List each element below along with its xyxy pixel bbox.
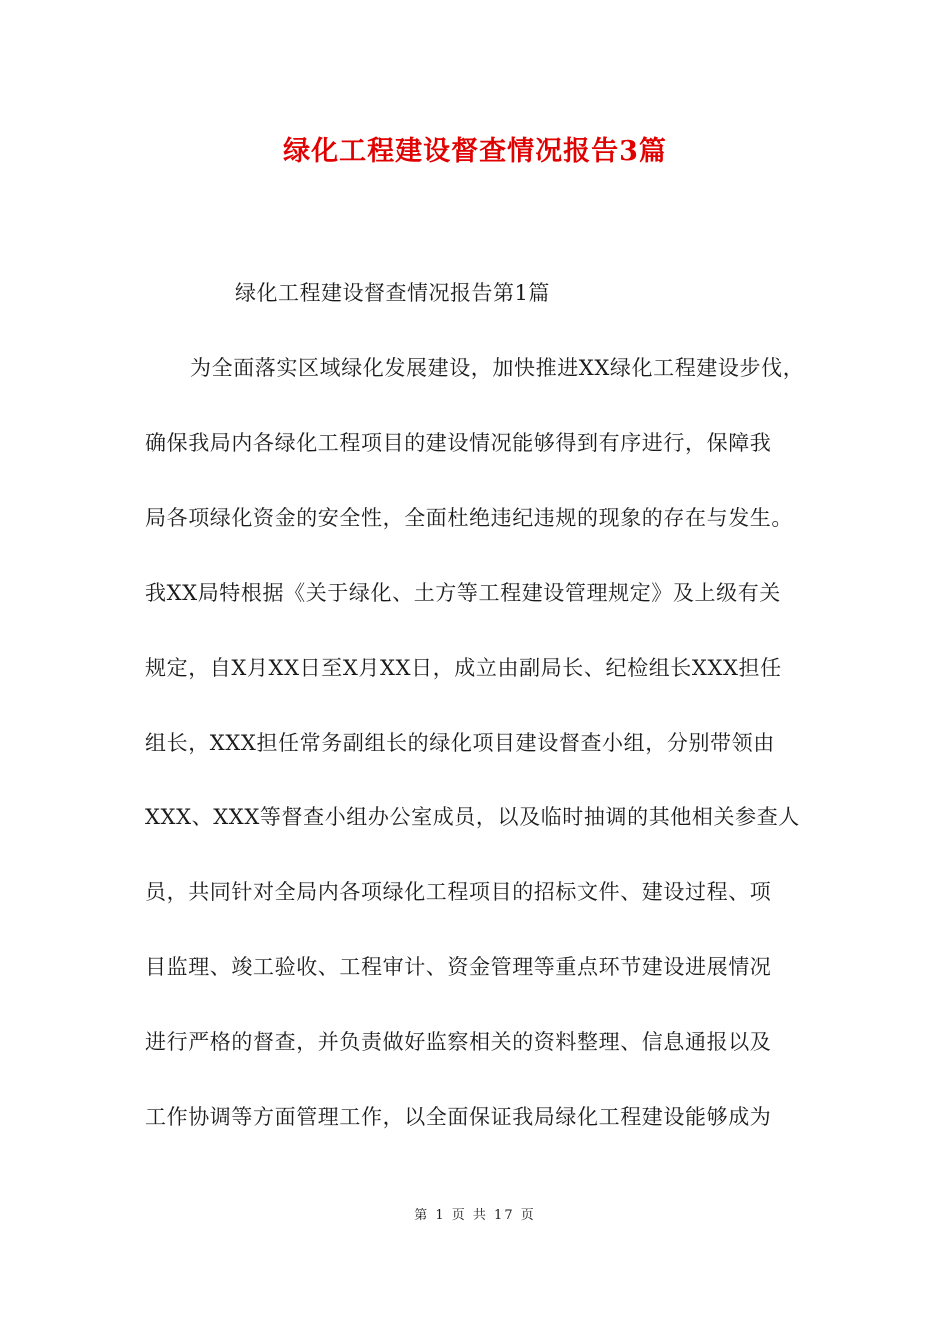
body-line: 我XX局特根据《关于绿化、土方等工程建设管理规定》及上级有关 [145,581,781,605]
body-line: 工作协调等方面管理工作，以全面保证我局绿化工程建设能够成为 [145,1105,772,1129]
body-line: 为全面落实区域绿化发展建设，加快推进XX绿化工程建设步伐， [190,356,805,380]
body-line: 规定，自X月XX日至X月XX日，成立由副局长、纪检组长XXX担任 [145,656,782,680]
body-line: 进行严格的督查，并负责做好监察相关的资料整理、信息通报以及 [145,1030,772,1054]
body-line: 组长，XXX担任常务副组长的绿化项目建设督查小组，分别带领由 [145,731,775,755]
body-line: 确保我局内各绿化工程项目的建设情况能够得到有序进行，保障我 [145,431,772,455]
body-line: 局各项绿化资金的安全性，全面杜绝违纪违规的现象的存在与发生。 [145,506,793,530]
body-line: 目监理、竣工验收、工程审计、资金管理等重点环节建设进展情况 [145,955,772,979]
page-number-footer: 第 1 页 共 17 页 [414,1208,536,1223]
body-line: XXX、XXX等督查小组办公室成员，以及临时抽调的其他相关参查人 [145,805,800,829]
document-title: 绿化工程建设督查情况报告3篇 [283,136,667,167]
section-subtitle: 绿化工程建设督查情况报告第1篇 [235,281,550,305]
body-line: 员，共同针对全局内各项绿化工程项目的招标文件、建设过程、项 [145,880,772,904]
